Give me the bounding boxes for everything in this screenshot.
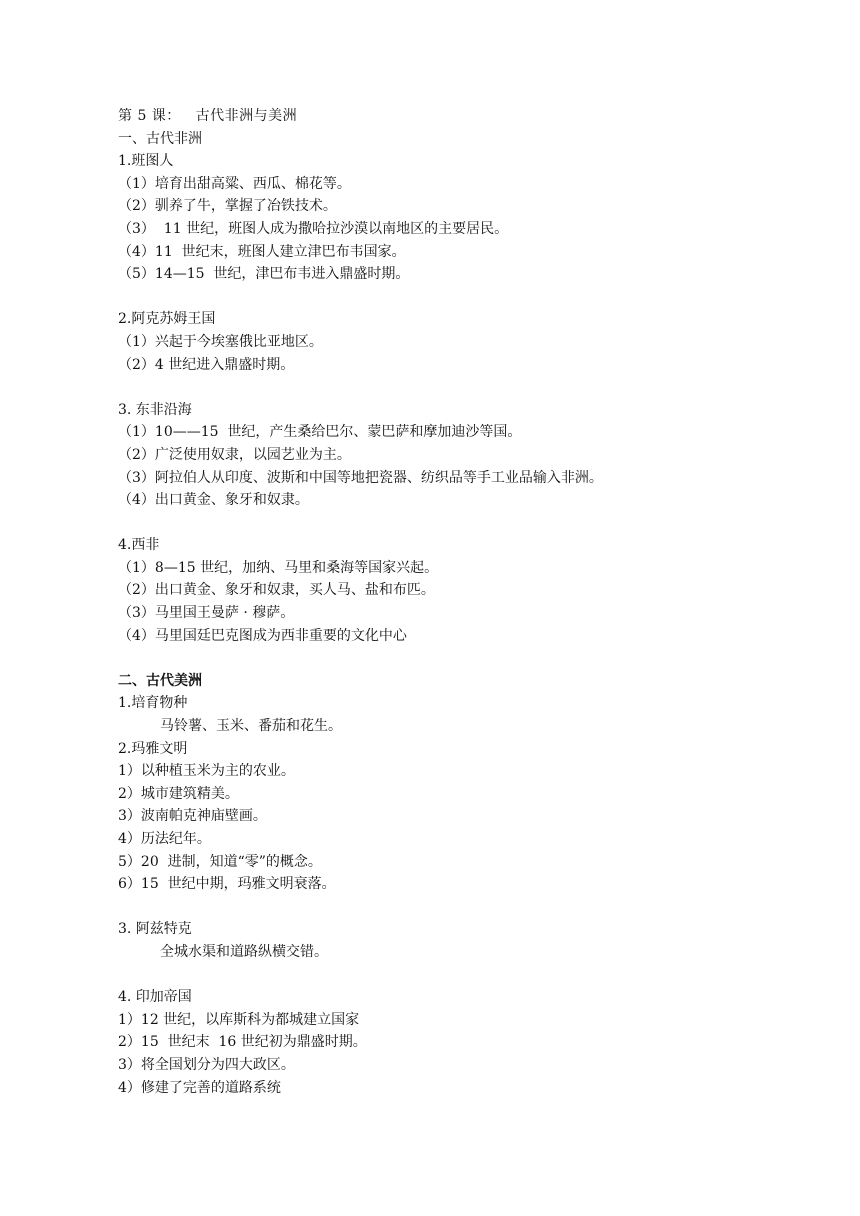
list-item: （1）兴起于今埃塞俄比亚地区。 — [118, 333, 323, 350]
list-item: 2）15 世纪末 16 世纪初为鼎盛时期。 — [118, 1034, 367, 1051]
blank-line — [118, 286, 758, 309]
list-item: （2）广泛使用奴隶，以园艺业为主。 — [118, 446, 351, 463]
list-item: 3）将全国划分为四大政区。 — [118, 1056, 295, 1073]
lesson-title: 第 5 课： 古代非洲与美洲 — [118, 108, 298, 124]
blank-line — [118, 964, 758, 987]
list-item: 6）15 世纪中期，玛雅文明衰落。 — [118, 876, 336, 893]
list-item: （4）出口黄金、象牙和奴隶。 — [118, 492, 309, 509]
part1-s3-heading: 3. 东非沿海 — [118, 401, 192, 418]
part2-s3-text: 全城水渠和道路纵横交错。 — [160, 943, 328, 960]
list-item: 3）波南帕克神庙壁画。 — [118, 808, 267, 825]
list-item: （2）4 世纪进入鼎盛时期。 — [118, 356, 295, 373]
list-item: （2）驯养了牛，掌握了冶铁技术。 — [118, 198, 337, 215]
list-item: 5）20 进制，知道“零”的概念。 — [118, 853, 322, 870]
document-content — [118, 105, 758, 1099]
part2-s1-text: 马铃薯、玉米、番茄和花生。 — [160, 718, 342, 735]
blank-line — [118, 512, 758, 535]
part2-s3-heading: 3. 阿兹特克 — [118, 921, 192, 938]
blank-line — [118, 896, 758, 919]
list-item: （3）马里国王曼萨 · 穆萨。 — [118, 605, 295, 622]
list-item: （5）14—15 世纪，津巴布韦进入鼎盛时期。 — [118, 266, 410, 283]
part1-heading: 一、古代非洲 — [118, 130, 202, 147]
part2-s4-heading: 4. 印加帝国 — [118, 989, 192, 1006]
blank-line — [118, 376, 758, 399]
list-item: （1）培育出甜高粱、西瓜、棉花等。 — [118, 175, 351, 192]
list-item: 2）城市建筑精美。 — [118, 785, 239, 802]
part1-s4-heading: 4.西非 — [118, 537, 160, 554]
part2-s1-heading: 1.培育物种 — [118, 695, 188, 712]
list-item: （4）11 世纪末，班图人建立津巴布韦国家。 — [118, 243, 406, 260]
list-item: （3） 11 世纪，班图人成为撒哈拉沙漠以南地区的主要居民。 — [118, 220, 509, 237]
list-item: （1）8—15 世纪，加纳、马里和桑海等国家兴起。 — [118, 559, 439, 576]
blank-line — [118, 647, 758, 670]
list-item: （1）10——15 世纪，产生桑给巴尔、蒙巴萨和摩加迪沙等国。 — [118, 424, 522, 441]
list-item: （2）出口黄金、象牙和奴隶，买人马、盐和布匹。 — [118, 582, 435, 599]
part2-s2-heading: 2.玛雅文明 — [118, 740, 188, 757]
list-item: 1）以种植玉米为主的农业。 — [118, 763, 295, 780]
part1-s1-heading: 1.班图人 — [118, 153, 174, 170]
list-item: 4）历法纪年。 — [118, 831, 211, 847]
list-item: （3）阿拉伯人从印度、波斯和中国等地把瓷器、纺织品等手工业品输入非洲。 — [118, 469, 603, 486]
part1-s2-heading: 2.阿克苏姆王国 — [118, 311, 216, 328]
list-item: 1）12 世纪，以库斯科为都城建立国家 — [118, 1011, 360, 1028]
list-item: 4）修建了完善的道路系统 — [118, 1079, 281, 1096]
list-item: （4）马里国廷巴克图成为西非重要的文化中心 — [118, 627, 407, 644]
part2-heading: 二、古代美洲 — [118, 672, 202, 689]
